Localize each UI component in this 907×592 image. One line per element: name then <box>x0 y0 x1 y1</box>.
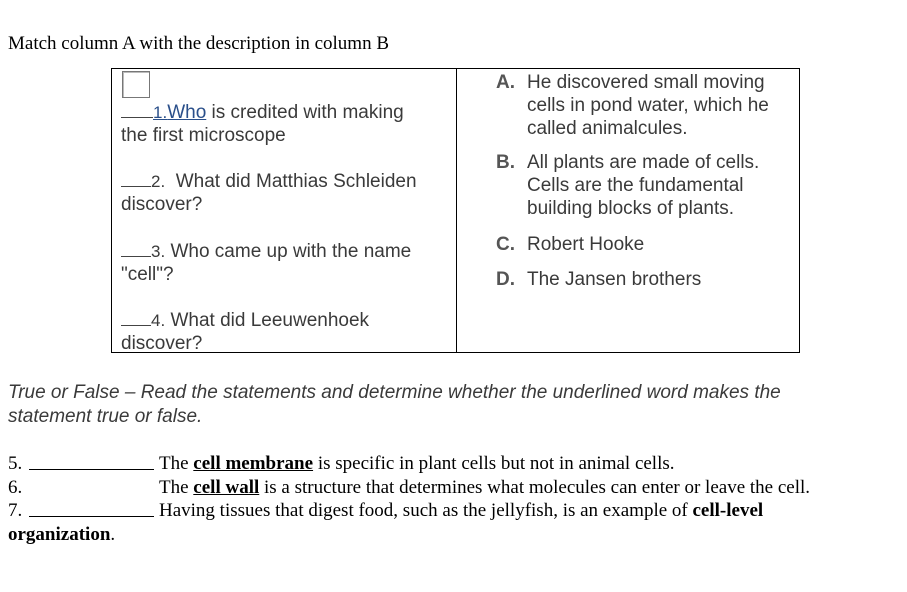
answer-blank-4[interactable] <box>121 308 151 326</box>
option-a: A. He discovered small moving cells in pond water, which he called animalcules. <box>496 72 769 139</box>
true-false-instructions: True or False – Read the statements and determine whether the underlined word makes the statement true or false. <box>8 382 781 427</box>
answer-blank-1[interactable] <box>121 100 153 118</box>
answer-blank-2[interactable] <box>121 169 151 187</box>
question-2: 2. What did Matthias Schleiden discover? <box>121 171 417 215</box>
option-b: B. All plants are made of cells. Cells are the fundamental building blocks of plants. <box>496 152 760 219</box>
tf-item-7: 7. Having tissues that digest food, such as the jellyfish, is an example of cell-level <box>8 500 764 521</box>
tf-item-5: 5. The cell membrane is specific in plant cells but not in animal cells. <box>8 453 675 474</box>
underlined-term: cell membrane <box>193 453 314 474</box>
option-d: D. The Jansen brothers <box>496 269 702 290</box>
checkbox-icon[interactable] <box>122 71 150 98</box>
tf-item-6: 6. The cell wall is a structure that determines what molecules can enter or leave the cell. <box>8 477 811 498</box>
answer-blank-7[interactable] <box>29 516 154 517</box>
matching-table <box>111 68 800 353</box>
column-divider <box>456 69 457 352</box>
option-c: C. Robert Hooke <box>496 234 645 255</box>
question-4: 4. What did Leeuwenhoek discover? <box>121 310 370 354</box>
question-3: 3. Who came up with the name "cell"? <box>121 241 412 285</box>
question-1: 1.Who is credited with making the first microscope <box>121 102 404 146</box>
underlined-term: cell wall <box>193 477 260 498</box>
instruction-text: Match column A with the description in column B <box>8 33 390 54</box>
answer-blank-3[interactable] <box>121 239 151 257</box>
question-1-link[interactable]: 1.Who <box>153 102 207 123</box>
tf-item-7-continued: organization. <box>8 524 116 545</box>
answer-blank-5[interactable] <box>29 469 154 470</box>
